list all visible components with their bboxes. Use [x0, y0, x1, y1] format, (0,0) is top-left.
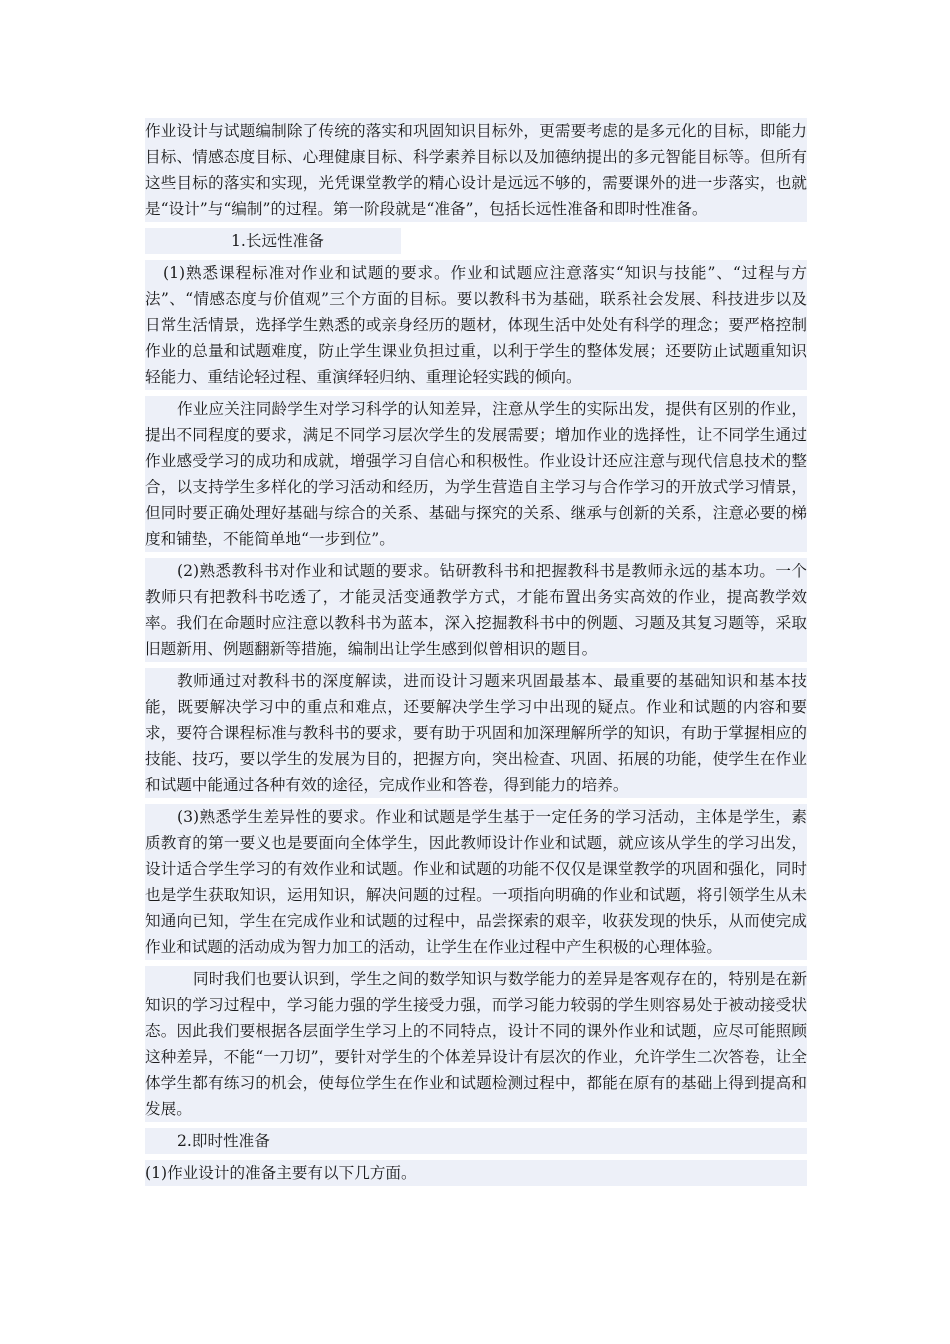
paragraph-textbook-interpretation: 教师通过对教科书的深度解读，进而设计习题来巩固最基本、最重要的基础知识和基本技能，既要解决学习中的重点和难点，还要解决学生学习中出现的疑点。作业和试题的内容和要求，要符合课程标准与教科书的要求，要有助于巩固和加深理解所学的知识，有助于掌握相应的技能、技巧，要以学生的发展为目的，把握方向，突出检查、巩固、拓展的功能，使学生在作业和试题中能通过各种有效的途径，完成作业和答卷，得到能力的培养。 [145, 668, 807, 798]
paragraph-textbook-requirements: (2)熟悉教科书对作业和试题的要求。钻研教科书和把握教科书是教师永远的基本功。一个教师只有把教科书吃透了，才能灵活变通教学方式，才能布置出务实高效的作业，提高教学效率。我们在命题时应注意以教科书为蓝本，深入挖掘教科书中的例题、习题及其复习题等，采取旧题新用、例题翻新等措施，编制出让学生感到似曾相识的题目。 [145, 558, 807, 662]
paragraph-curriculum-standard: (1)熟悉课程标准对作业和试题的要求。作业和试题应注意落实“知识与技能”、“过程与方法”、“情感态度与价值观”三个方面的目标。要以教科书为基础，联系社会发展、科技进步以及日常生活情景，选择学生熟悉的或亲身经历的题材，体现生活中处处有科学的理念；要严格控制作业的总量和试题难度，防止学生课业负担过重，以利于学生的整体发展；还要防止试题重知识轻能力、重结论轻过程、重演绎轻归纳、重理论轻实践的倾向。 [145, 260, 807, 390]
paragraph-cognitive-differences: 作业应关注同龄学生对学习科学的认知差异，注意从学生的实际出发，提供有区别的作业，提出不同程度的要求，满足不同学习层次学生的发展需要；增加作业的选择性，让不同学生通过作业感受学习的成功和成就，增强学习自信心和积极性。作业设计还应注意与现代信息技术的整合，以支持学生多样化的学习活动和经历，为学生营造自主学习与合作学习的开放式学习情景，但同时要正确处理好基础与综合的关系、基础与探究的关系、继承与创新的关系，注意必要的梯度和铺垫，不能简单地“一步到位”。 [145, 396, 807, 552]
paragraph-homework-design-prep: (1)作业设计的准备主要有以下几方面。 [145, 1160, 807, 1186]
paragraph-intro: 作业设计与试题编制除了传统的落实和巩固知识目标外，更需要考虑的是多元化的目标，即能力目标、情感态度目标、心理健康目标、科学素养目标以及加德纳提出的多元智能目标等。但所有这些目标的落实和实现，光凭课堂教学的精心设计是远远不够的，需要课外的进一步落实，也就是“设计”与“编制”的过程。第一阶段就是“准备”，包括长远性准备和即时性准备。 [145, 118, 807, 222]
section-heading-long-term: 1.长远性准备 [145, 228, 401, 254]
section-heading-immediate: 2.即时性准备 [145, 1128, 807, 1154]
paragraph-objective-differences: 同时我们也要认识到，学生之间的数学知识与数学能力的差异是客观存在的，特别是在新知识的学习过程中，学习能力强的学生接受力强，而学习能力较弱的学生则容易处于被动接受状态。因此我们要根据各层面学生学习上的不同特点，设计不同的课外作业和试题，应尽可能照顾这种差异，不能“一刀切”，要针对学生的个体差异设计有层次的作业，允许学生二次答卷，让全体学生都有练习的机会，使每位学生在作业和试题检测过程中，都能在原有的基础上得到提高和发展。 [145, 966, 807, 1122]
document-body [145, 118, 807, 1186]
paragraph-student-differences: (3)熟悉学生差异性的要求。作业和试题是学生基于一定任务的学习活动，主体是学生，素质教育的第一要义也是要面向全体学生，因此教师设计作业和试题，就应该从学生的学习出发，设计适合学生学习的有效作业和试题。作业和试题的功能不仅仅是课堂教学的巩固和强化，同时也是学生获取知识，运用知识，解决问题的过程。一项指向明确的作业和试题，将引领学生从未知通向已知，学生在完成作业和试题的过程中，品尝探索的艰辛，收获发现的快乐，从而使完成作业和试题的活动成为智力加工的活动，让学生在作业过程中产生积极的心理体验。 [145, 804, 807, 960]
